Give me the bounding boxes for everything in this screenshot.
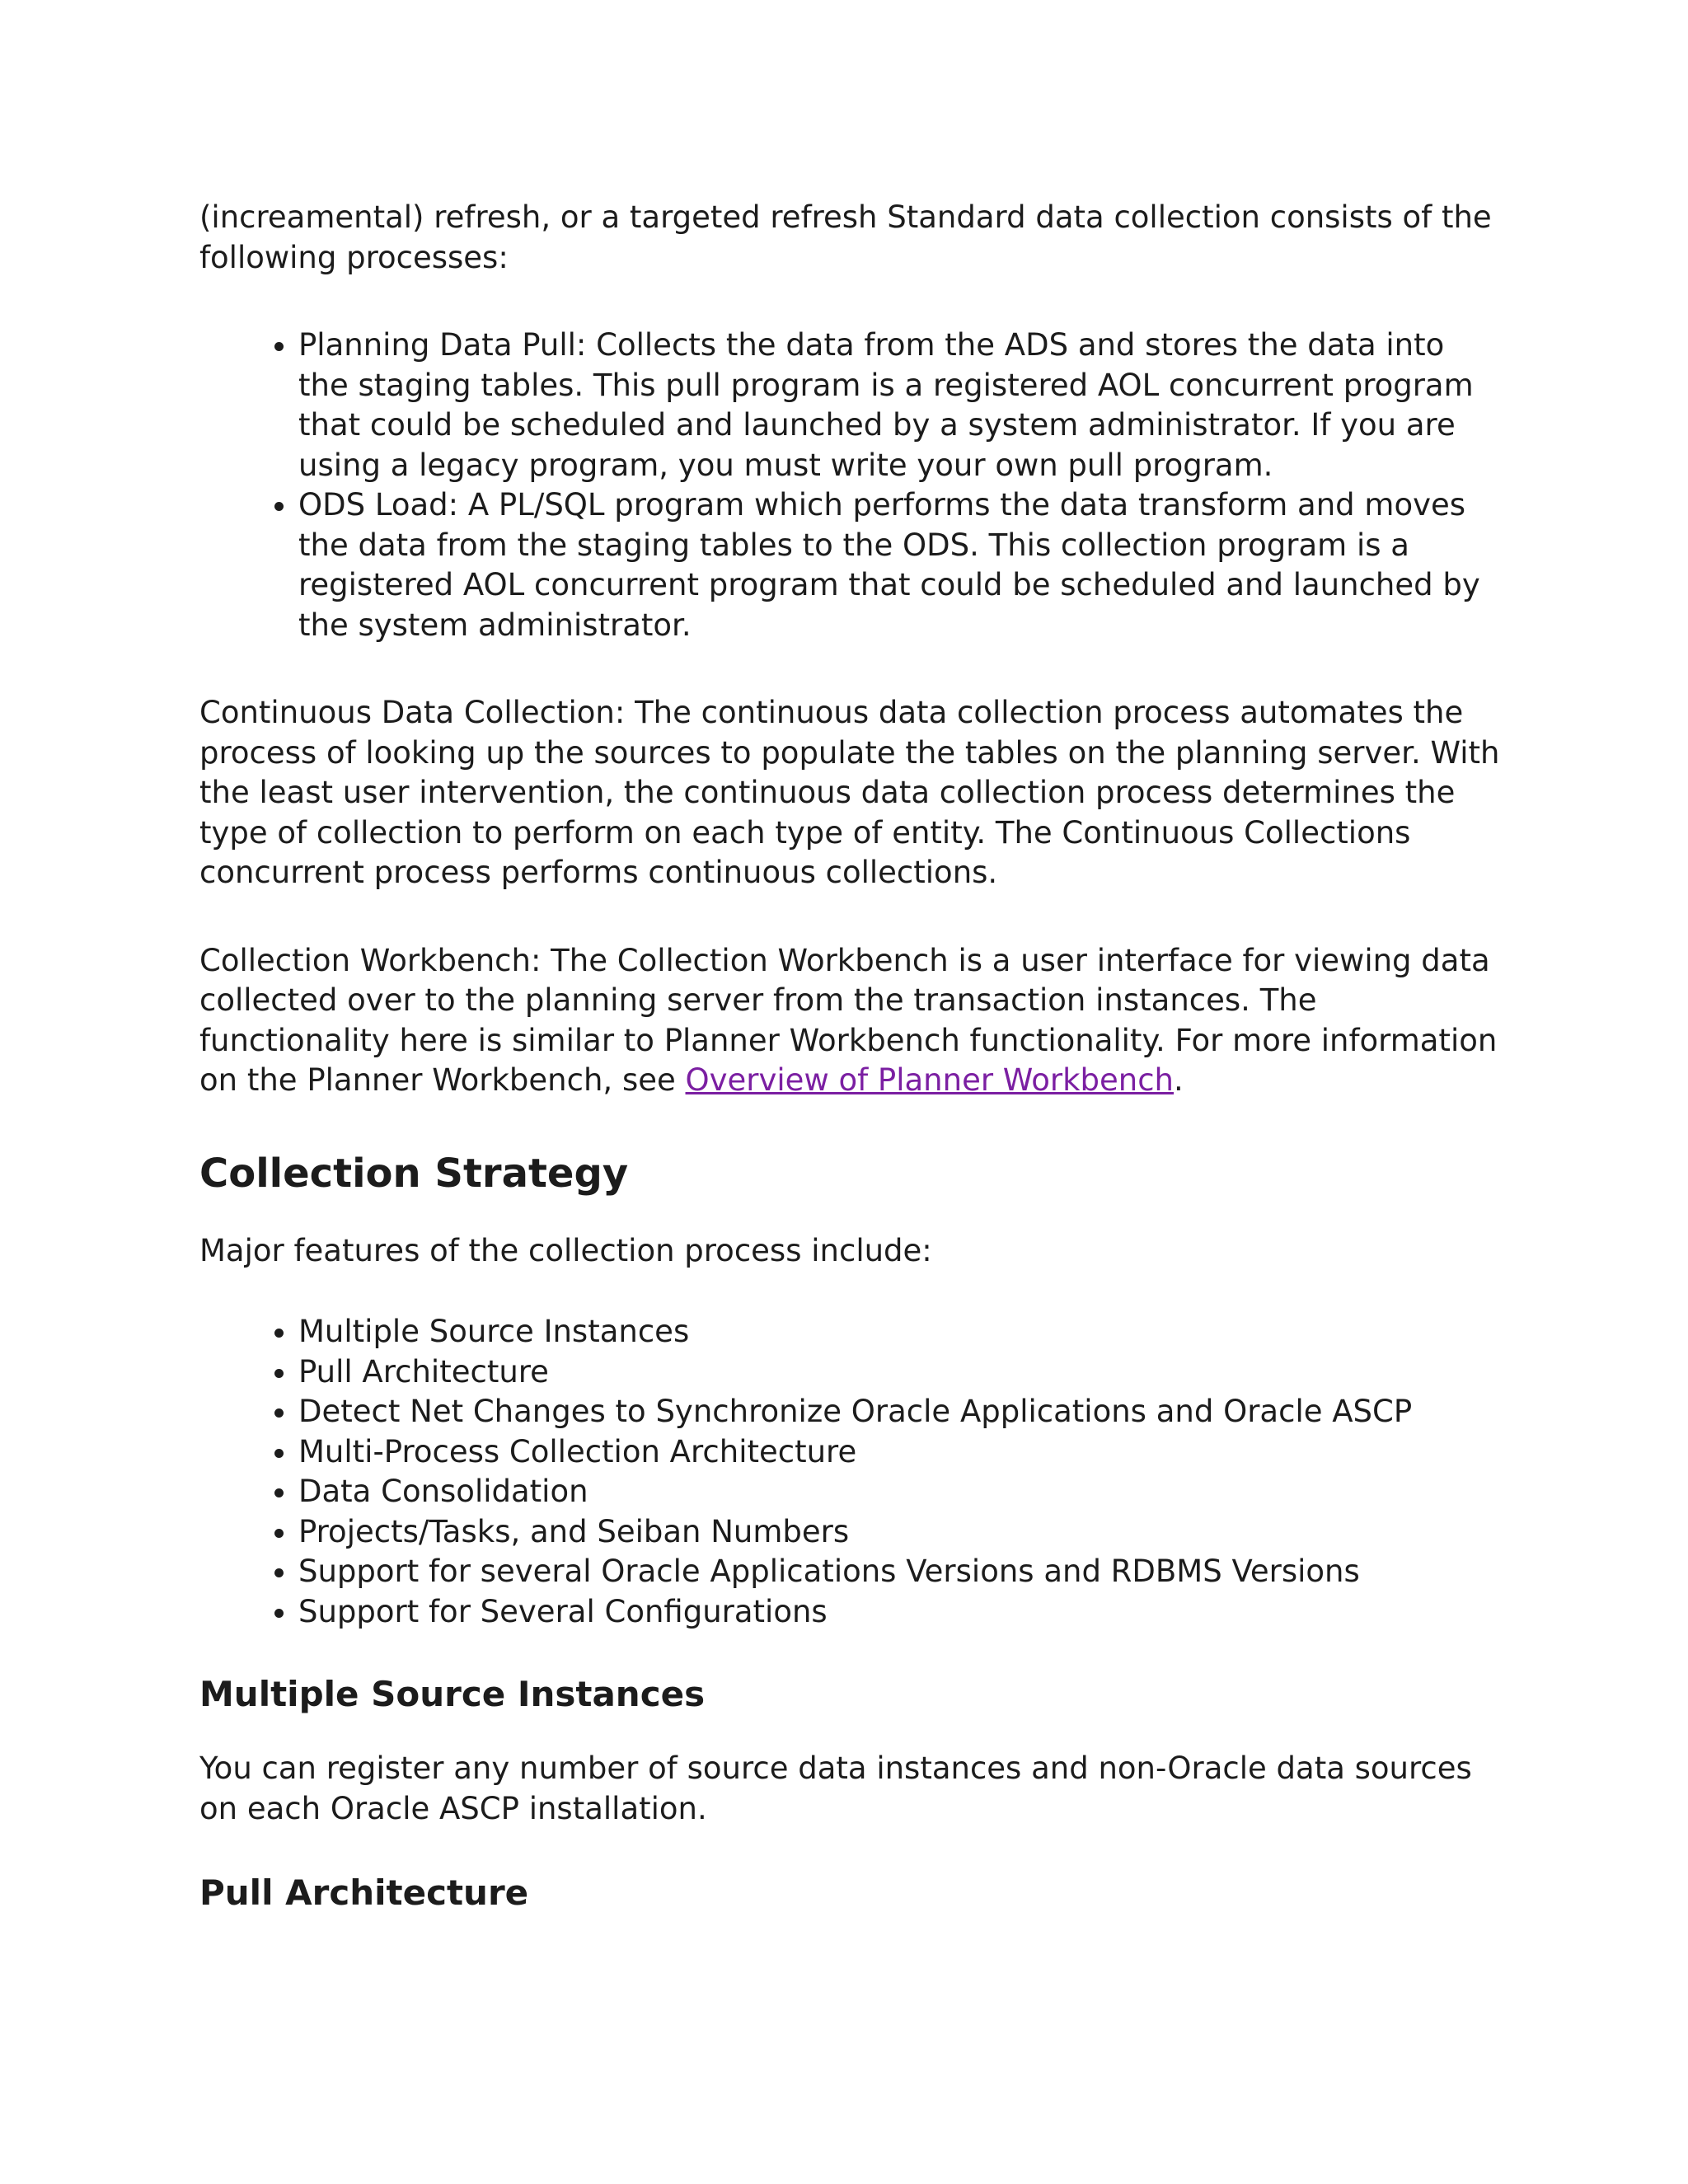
workbench-paragraph [199, 941, 1502, 1101]
continuous-collection-paragraph: Continuous Data Collection: The continuous data collection process automates the process of looking up the sources to populate the tables on the planning server. With the least user intervention, the continuous data collection process determines the type of collection to perform on each type of entity. The Continuous Collections concurrent process performs continuous collections. [199, 695, 1500, 890]
list-item: • Pull Architecture [298, 1352, 1502, 1393]
pull-architecture-heading: Pull Architecture [199, 1872, 529, 1913]
multiple-source-heading: Multiple Source Instances [199, 1674, 706, 1714]
multiple-source-paragraph: You can register any number of source data instances and non-Oracle data sources on each Oracle ASCP installation. [199, 1750, 1472, 1826]
list-item: • Support for several Oracle Applications Versions and RDBMS Versions [298, 1552, 1502, 1592]
list-item: • Detect Net Changes to Synchronize Oracle Applications and Oracle ASCP [298, 1392, 1502, 1432]
workbench-text: Collection Workbench: The Collection Workbench is a user interface for viewing data collected over to the planning server from the transaction instances. The functionality here is similar to Planner Workbench functionality. For more information on the Planner Workbench, see [199, 942, 1498, 1098]
collection-strategy-heading: Collection Strategy [199, 1150, 629, 1197]
list-item: • ODS Load: A PL/SQL program which performs the data transform and moves the data from the staging tables to the ODS. This collection program is a registered AOL concurrent program that could be scheduled and launched by the system administrator. [298, 485, 1502, 645]
list-item: • Multi-Process Collection Architecture [298, 1432, 1502, 1473]
list-item: • Data Consolidation [298, 1472, 1502, 1512]
document-page [199, 198, 1502, 1947]
intro-paragraph: (increamental) refresh, or a targeted refresh Standard data collection consists of the following processes: [199, 199, 1492, 275]
workbench-period: . [1174, 1062, 1184, 1098]
planner-workbench-link[interactable]: Overview of Planner Workbench [685, 1062, 1174, 1098]
list-item: • Projects/Tasks, and Seiban Numbers [298, 1512, 1502, 1553]
features-lead: Major features of the collection process include: [199, 1232, 932, 1268]
standard-process-list [199, 326, 1502, 645]
features-list [199, 1312, 1502, 1632]
list-item: • Multiple Source Instances [298, 1312, 1502, 1352]
list-item: • Support for Several Configurations [298, 1592, 1502, 1633]
list-item: • Planning Data Pull: Collects the data from the ADS and stores the data into the staging tables. This pull program is a registered AOL concurrent program that could be scheduled and launched by a system administrator. If you are using a legacy program, you must write your own pull program. [298, 326, 1502, 485]
